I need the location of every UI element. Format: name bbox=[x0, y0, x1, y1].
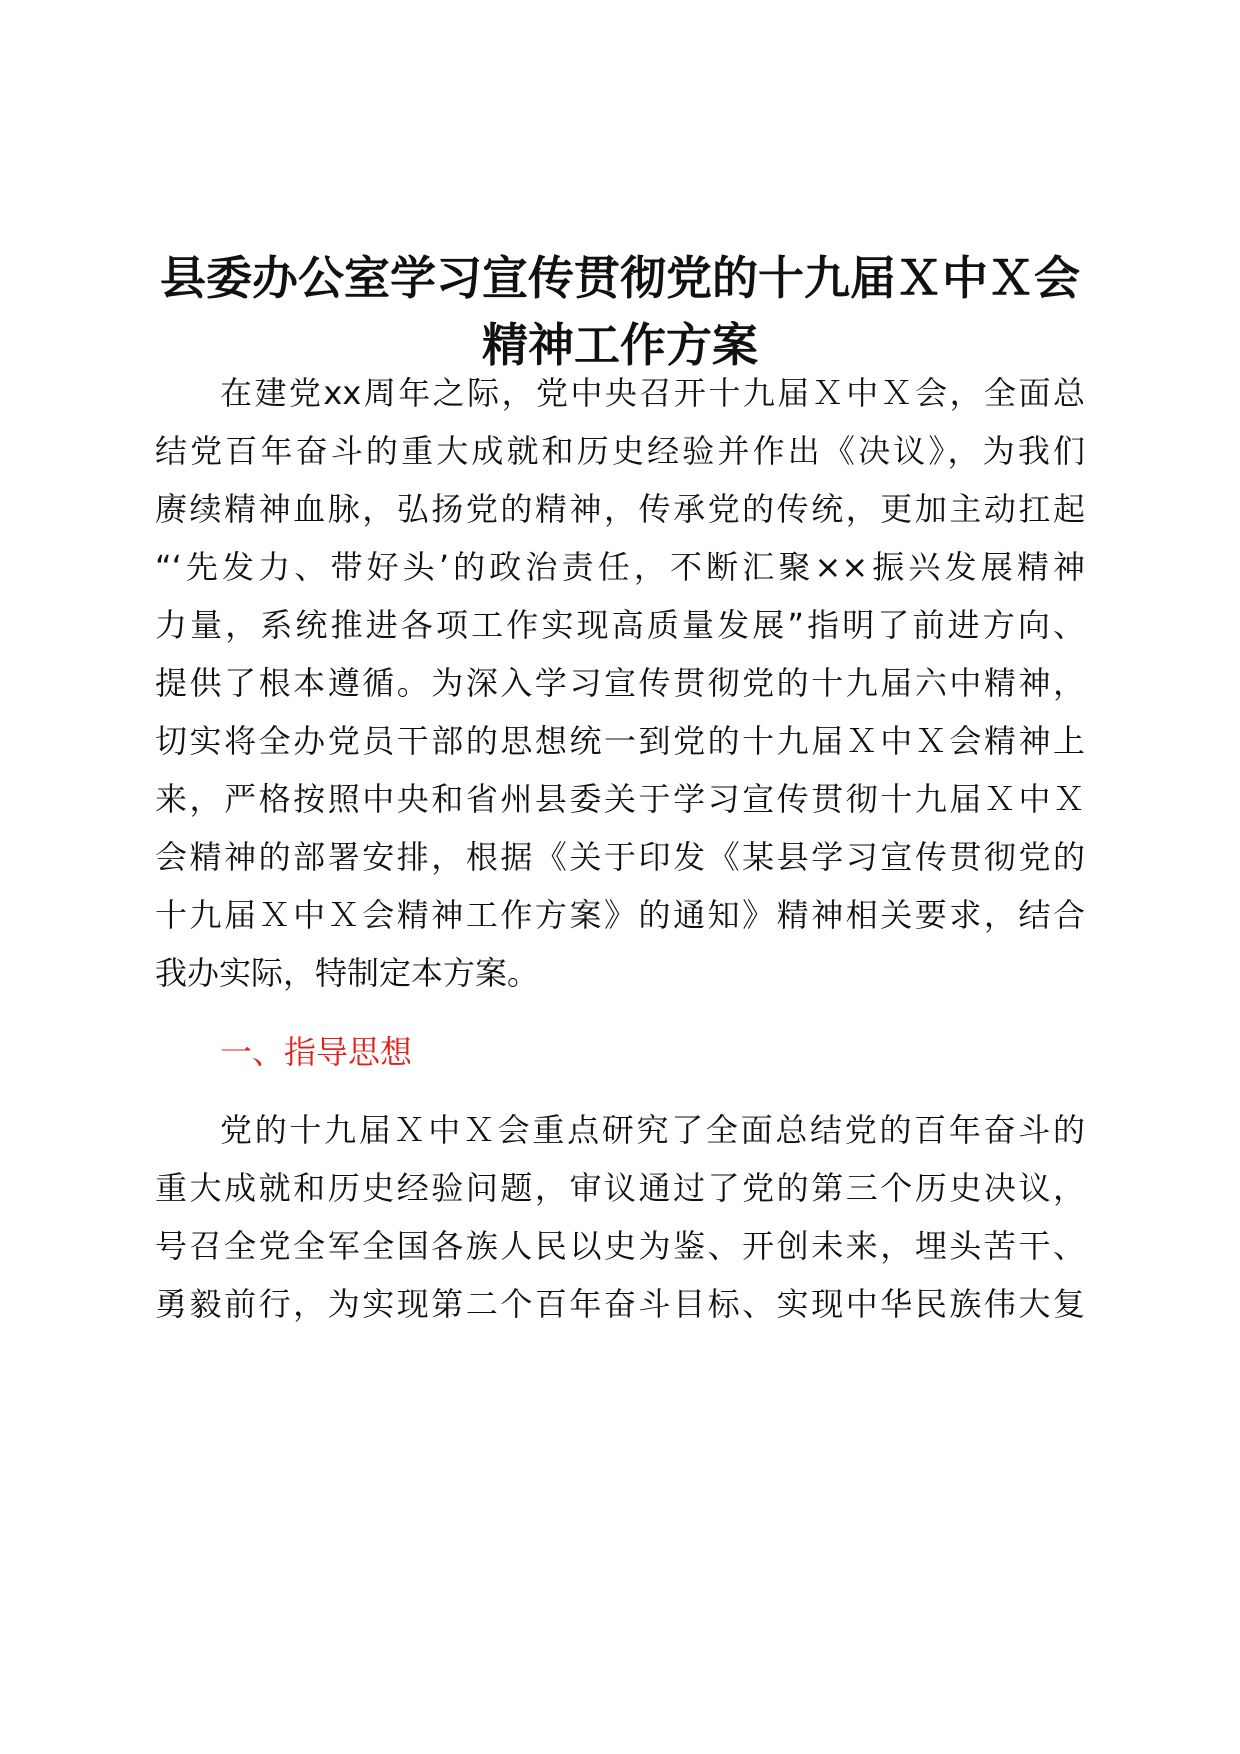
paragraph-2-line-2: 重大成就和历史经验问题，审议通过了党的第三个历史决议， bbox=[155, 1169, 1085, 1207]
paragraph-1-line-6: 提供了根本遵循。为深入学习宣传贯彻党的十九届六中精神， bbox=[155, 664, 1085, 702]
paragraph-1-line-7: 切实将全办党员干部的思想统一到党的十九届Ｘ中Ｘ会精神上 bbox=[155, 722, 1085, 760]
section-heading-guiding-ideology: 一、指导思想 bbox=[220, 1033, 413, 1071]
paragraph-1-line-10: 十九届Ｘ中Ｘ会精神工作方案》的通知》精神相关要求，结合 bbox=[155, 896, 1085, 934]
paragraph-2-line-1: 党的十九届Ｘ中Ｘ会重点研究了全面总结党的百年奋斗的 bbox=[220, 1111, 1085, 1149]
document-title-line-1: 县委办公室学习宣传贯彻党的十九届Ｘ中Ｘ会 bbox=[160, 251, 1080, 305]
paragraph-1-line-8: 来，严格按照中央和省州县委关于学习宣传贯彻十九届Ｘ中Ｘ bbox=[155, 780, 1085, 818]
paragraph-2-line-3: 号召全党全军全国各族人民以史为鉴、开创未来，埋头苦干、 bbox=[155, 1227, 1085, 1265]
document-title-line-2: 精神工作方案 bbox=[482, 318, 758, 372]
paragraph-1-line-11: 我办实际，特制定本方案。 bbox=[155, 954, 540, 992]
paragraph-1-line-1: 在建党xx周年之际，党中央召开十九届Ｘ中Ｘ会，全面总 bbox=[220, 374, 1085, 412]
paragraph-1-line-3: 赓续精神血脉，弘扬党的精神，传承党的传统，更加主动扛起 bbox=[155, 490, 1085, 528]
paragraph-1-line-5: 力量，系统推进各项工作实现高质量发展”指明了前进方向、 bbox=[155, 606, 1085, 644]
paragraph-2-line-4: 勇毅前行，为实现第二个百年奋斗目标、实现中华民族伟大复 bbox=[155, 1285, 1085, 1323]
paragraph-1-line-2: 结党百年奋斗的重大成就和历史经验并作出《决议》，为我们 bbox=[155, 432, 1085, 470]
paragraph-1-line-9: 会精神的部署安排，根据《关于印发《某县学习宣传贯彻党的 bbox=[155, 838, 1085, 876]
paragraph-1-line-4: “‘先发力、带好头’的政治责任，不断汇聚××振兴发展精神 bbox=[155, 548, 1085, 586]
